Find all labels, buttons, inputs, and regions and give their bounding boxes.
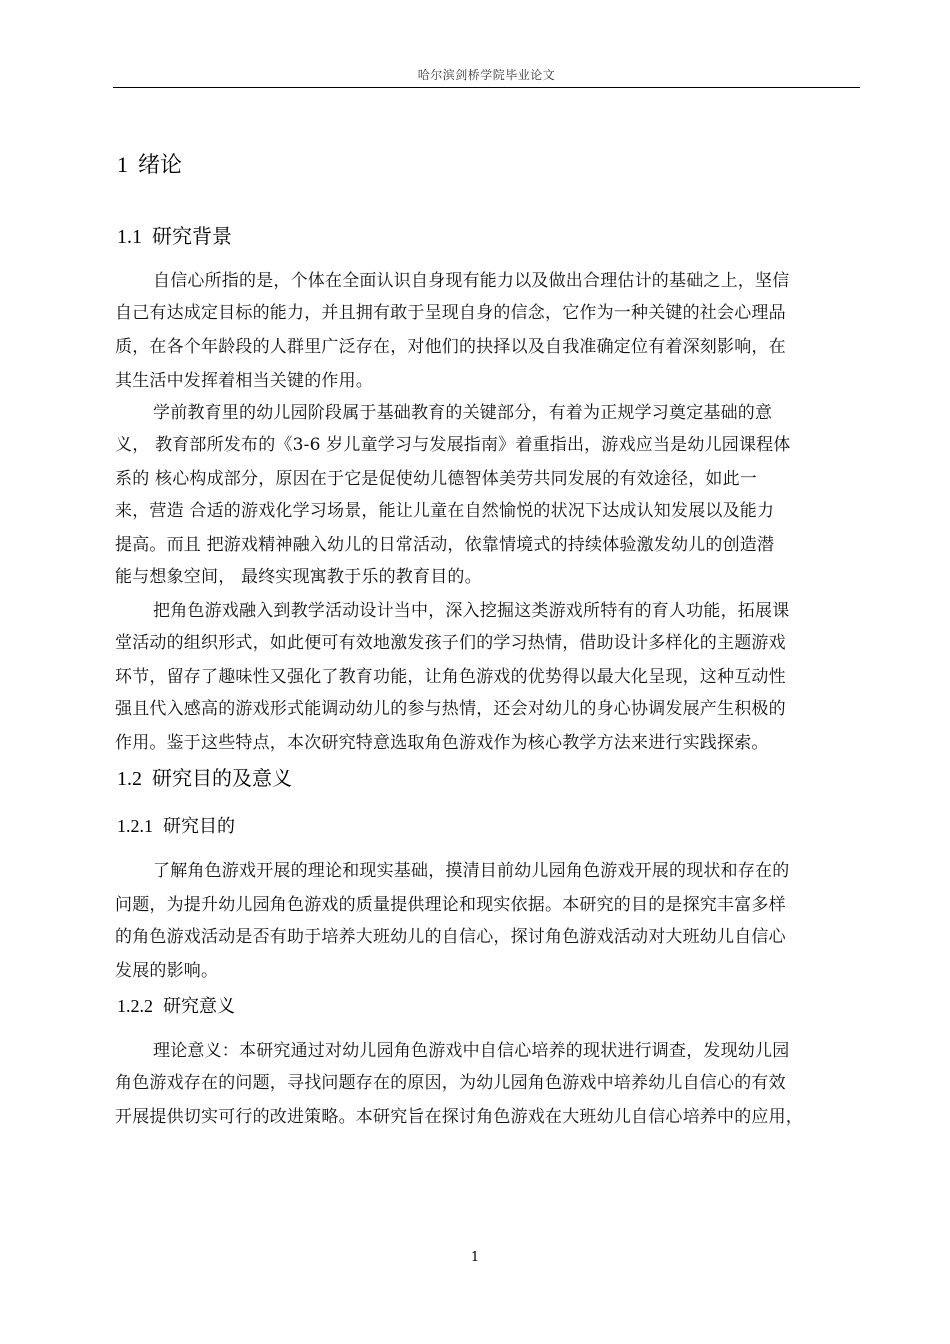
section-number: 1.2	[117, 768, 142, 790]
section-title: 研究背景	[152, 224, 232, 248]
paragraph-line: 角色游戏存在的问题，寻找问题存在的原因，为幼儿园角色游戏中培养幼儿自信心的有效	[115, 1073, 786, 1093]
paragraph-line: 其生活中发挥着相当关键的作用。	[115, 371, 373, 391]
paragraph-line: 系的 核心构成部分，原因在于它是促使幼儿德智体美劳共同发展的有效途径，如此一	[115, 469, 758, 489]
paragraph-line: 把角色游戏融入到教学活动设计当中，深入挖掘这类游戏所特有的育人功能，拓展课	[153, 601, 790, 621]
paragraph-line: 强且代入感高的游戏形式能调动幼儿的参与热情，还会对幼儿的身心协调发展产生积极的	[115, 699, 786, 719]
paragraph-line: 质，在各个年龄段的人群里广泛存在，对他们的抉择以及自我准确定位有着深刻影响，在	[115, 337, 786, 357]
paragraph-line: 理论意义：本研究通过对幼儿园角色游戏中自信心培养的现状进行调查，发现幼儿园	[153, 1041, 790, 1061]
paragraph-line: 开展提供切实可行的改进策略。本研究旨在探讨角色游戏在大班幼儿自信心培养中的应用，	[115, 1107, 803, 1127]
chapter-title: 绪论	[138, 153, 183, 178]
subsection-number: 1.2.2	[117, 996, 153, 1016]
paragraph-line: 发展的影响。	[115, 961, 219, 981]
paragraph-line: 能与想象空间， 最终实现寓教于乐的教育目的。	[115, 567, 482, 587]
paragraph-line: 提高。而且 把游戏精神融入幼儿的日常活动，依靠情境式的持续体验激发幼儿的创造潜	[115, 535, 775, 555]
paragraph-line: 的角色游戏活动是否有助于培养大班幼儿的自信心，探讨角色游戏活动对大班幼儿自信心	[115, 927, 786, 947]
subsection-title: 研究目的	[163, 816, 235, 837]
paragraph-line: 自信心所指的是，个体在全面认识自身现有能力以及做出合理估计的基础之上，坚信	[153, 271, 790, 291]
running-header: 哈尔滨剑桥学院毕业论文	[417, 68, 556, 82]
paragraph-line: 了解角色游戏开展的理论和现实基础，摸清目前幼儿园角色游戏开展的现状和存在的	[153, 861, 790, 881]
chapter-number: 1	[117, 152, 128, 177]
subsection-heading-1-2-2	[117, 992, 235, 1018]
paragraph-line: 自己有达成定目标的能力，并且拥有敢于呈现自身的信念，它作为一种关键的社会心理品	[115, 303, 786, 323]
section-heading-1-2	[117, 762, 292, 791]
subsection-heading-1-2-1	[117, 812, 235, 838]
header-rule	[113, 87, 860, 88]
section-heading-1-1	[117, 220, 232, 249]
paragraph-line: 问题，为提升幼儿园角色游戏的质量提供理论和现实依据。本研究的目的是探究丰富多样	[115, 895, 786, 915]
paragraph-line: 堂活动的组织形式，如此便可有效地激发孩子们的学习热情，借助设计多样化的主题游戏	[115, 633, 786, 653]
chapter-heading	[117, 148, 182, 179]
paragraph-line: 义， 教育部所发布的《3-6 岁儿童学习与发展指南》着重指出，游戏应当是幼儿园课程体	[115, 435, 791, 455]
paragraph-line: 作用。鉴于这些特点，本次研究特意选取角色游戏作为核心教学方法来进行实践探索。	[115, 733, 769, 753]
paragraph-line: 环节，留存了趣味性又强化了教育功能，让角色游戏的优势得以最大化呈现，这种互动性	[115, 667, 786, 687]
paragraph-line: 来，营造 合适的游戏化学习场景，能让儿童在自然愉悦的状况下达成认知发展以及能力	[115, 501, 775, 521]
subsection-title: 研究意义	[163, 996, 235, 1017]
section-number: 1.1	[117, 226, 142, 248]
paragraph-line: 学前教育里的幼儿园阶段属于基础教育的关键部分，有着为正规学习奠定基础的意	[153, 403, 773, 423]
page-number: 1	[470, 1250, 480, 1265]
subsection-number: 1.2.1	[117, 816, 153, 836]
section-title: 研究目的及意义	[152, 766, 292, 790]
